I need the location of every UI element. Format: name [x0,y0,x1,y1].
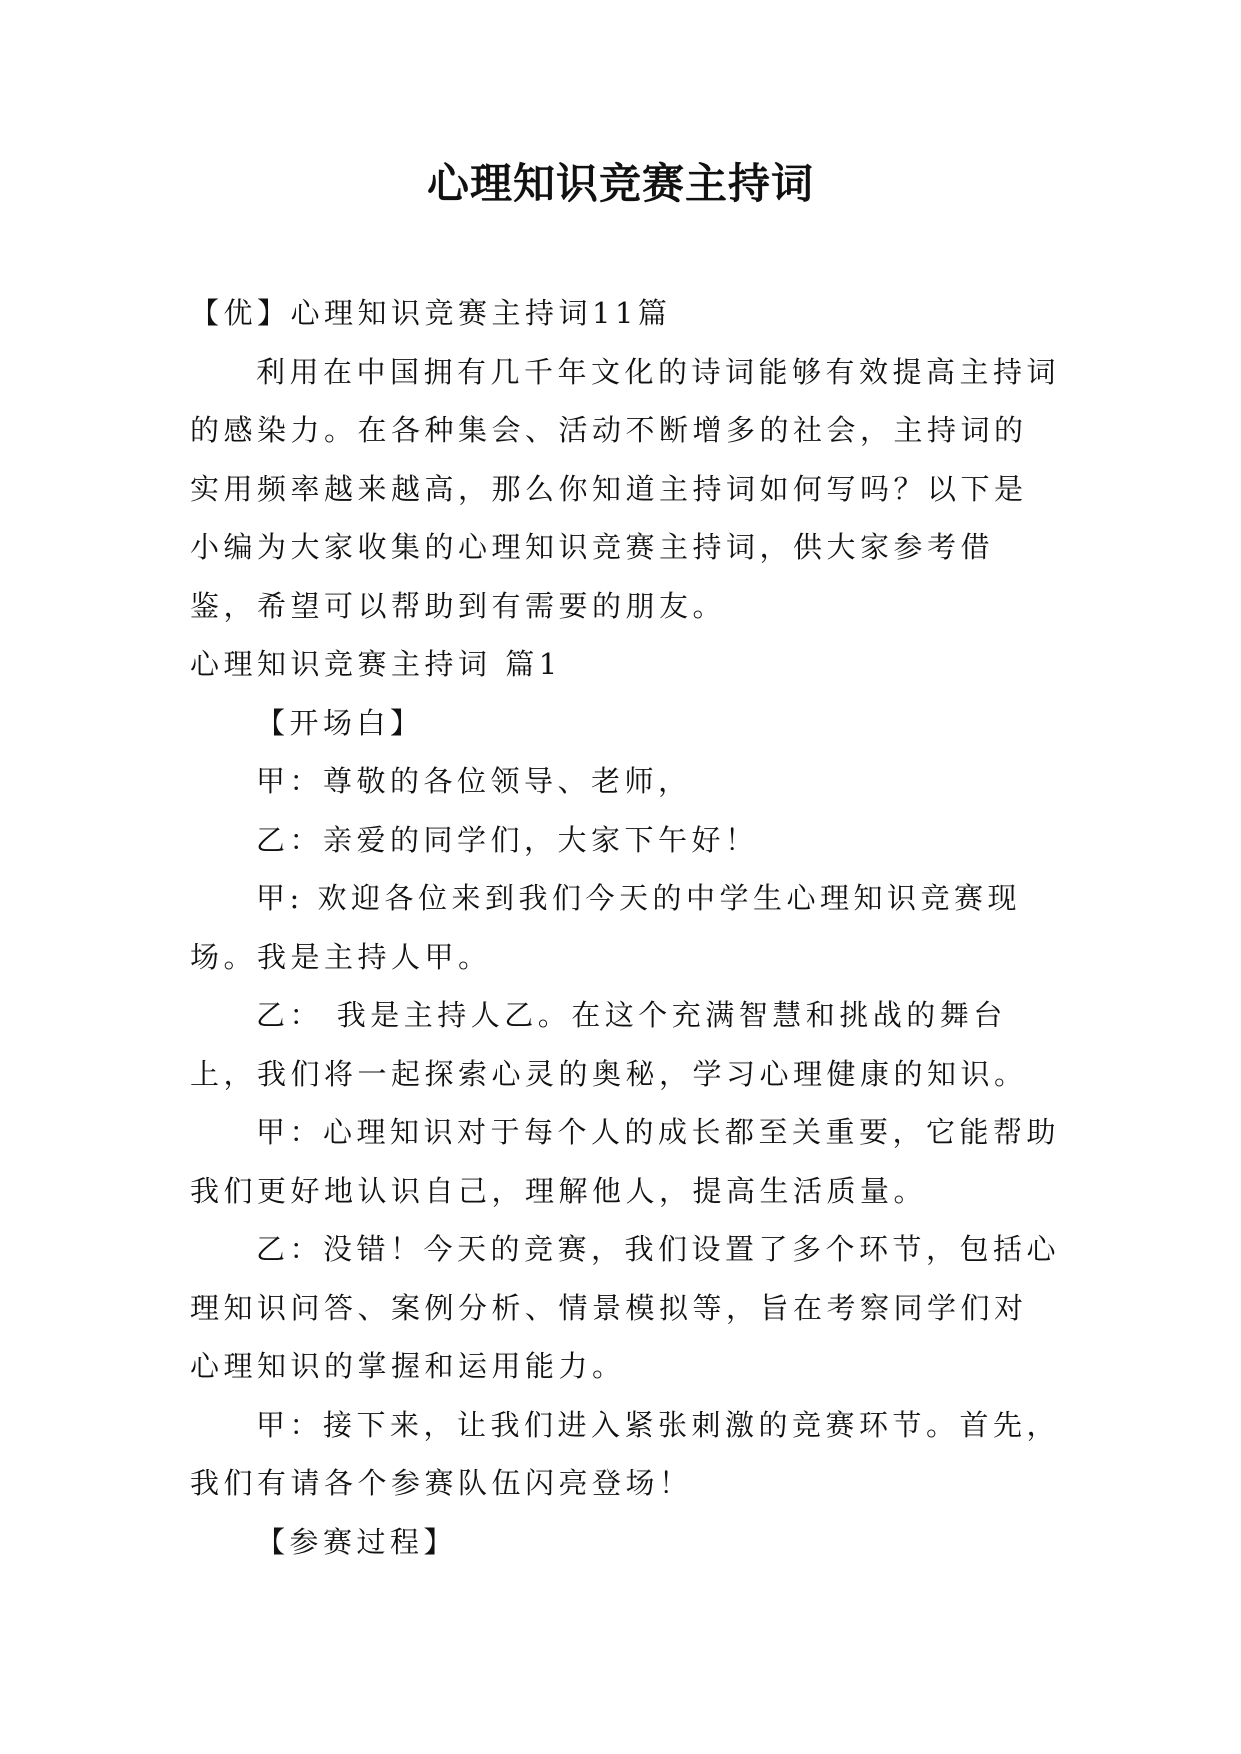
intro-paragraph: 利用在中国拥有几千年文化的诗词能够有效提高主持词的感染力。在各种集会、活动不断增多的社会，主持词的实用频率越来越高，那么你知道主持词如何写吗？以下是小编为大家收集的心理知识竞赛主持词，供大家参考借鉴，希望可以帮助到有需要的朋友。 [190,354,1061,623]
doc-subtitle: 【优】心理知识竞赛主持词11篇 [190,296,672,330]
dialogue-line: 乙：没错！今天的竞赛，我们设置了多个环节，包括心理知识问答、案例分析、情景模拟等，旨在考察同学们对心理知识的掌握和运用能力。 [190,1232,1061,1383]
document-body [190,284,1060,1571]
process-label: 【参赛过程】 [256,1524,458,1559]
dialogue-line: 甲: 欢迎各位来到我们今天的中学生心理知识竞赛现场。我是主持人甲。 [190,881,1021,974]
dialogue-line: 甲：接下来，让我们进入紧张刺激的竞赛环节。首先，我们有请各个参赛队伍闪亮登场！ [190,1407,1061,1500]
opening-label: 【开场白】 [256,705,424,740]
dialogue-line: 甲：尊敬的各位领导、老师， [256,764,692,798]
document-title: 心理知识竞赛主持词 [426,159,814,208]
dialogue-line: 乙： 我是主持人乙。在这个充满智慧和挑战的舞台上，我们将一起探索心灵的奥秘，学习心理健康的知识。 [190,998,1028,1091]
dialogue-line: 乙：亲爱的同学们，大家下午好！ [256,822,759,857]
section-heading: 心理知识竞赛主持词 篇1 [190,647,562,681]
dialogue-line: 甲：心理知识对于每个人的成长都至关重要，它能帮助我们更好地认识自己，理解他人，提高生活质量。 [190,1115,1061,1208]
